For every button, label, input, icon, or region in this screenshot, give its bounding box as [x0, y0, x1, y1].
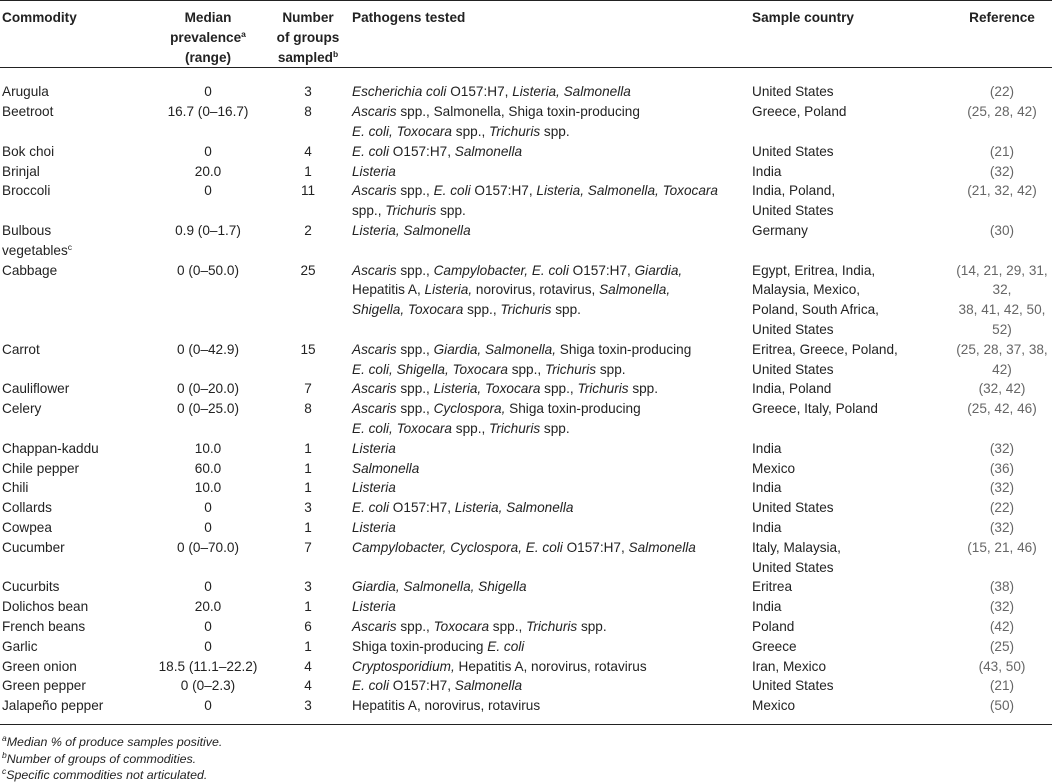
cell-number-of-groups: 6: [304, 618, 312, 634]
cell-median-prevalence: 0 (0–20.0): [177, 381, 239, 397]
footnote: $^b$Number of groups of commodities.: [2, 749, 197, 766]
cell-sample-country: India: [752, 599, 782, 615]
cell-number-of-groups: 2: [304, 222, 312, 238]
table-row: [0, 68, 1052, 102]
cell-reference: (25, 28, 37, 38, 42): [956, 341, 1048, 377]
cell-median-prevalence: 0: [204, 84, 212, 100]
cell-commodity: Cabbage: [2, 262, 58, 278]
cell-number-of-groups: 4: [304, 678, 312, 694]
cell-reference: (32): [989, 440, 1015, 456]
cell-median-prevalence: 60.0: [194, 460, 222, 476]
cell-commodity: Cowpea: [2, 519, 52, 535]
cell-number-of-groups: 15: [300, 341, 316, 357]
cell-reference: (32): [989, 163, 1015, 179]
cell-sample-country: Mexico: [752, 698, 796, 714]
table-row: [0, 340, 1052, 380]
cell-median-prevalence: 0: [204, 500, 212, 516]
cell-commodity: Chile pepper: [2, 460, 80, 476]
cell-reference: (43, 50): [978, 658, 1026, 674]
cell-median-prevalence: 16.7 (0–16.7): [167, 104, 249, 120]
cell-median-prevalence: 0: [204, 519, 212, 535]
cell-sample-country: Egypt, Eritrea, India, Malaysia, Mexico, Poland, South Africa, United States: [752, 262, 879, 337]
table-row: [0, 142, 1052, 162]
cell-reference: (14, 21, 29, 31, 32, 38, 41, 42, 50, 52): [956, 262, 1048, 337]
cell-reference: (32): [989, 480, 1015, 496]
table-row: [0, 696, 1052, 724]
table-row: [0, 439, 1052, 459]
cell-commodity: Carrot: [2, 341, 40, 357]
cell-pathogens: E. coli O157:H7, Salmonella: [352, 143, 523, 159]
cell-commodity: Cucumber: [2, 539, 65, 555]
cell-sample-country: India, Poland: [752, 381, 832, 397]
table-row: [0, 637, 1052, 657]
cell-commodity: Arugula: [2, 84, 49, 100]
cell-reference: (30): [989, 222, 1015, 238]
footnote-mark: c: [2, 766, 7, 777]
cell-median-prevalence: 0 (0–50.0): [177, 262, 239, 278]
cell-pathogens: Ascaris spp., Giardia, Salmonella, Shiga toxin-producing E. coli, Shigella, Toxocara spp., Trichuris spp.: [352, 341, 692, 377]
cell-median-prevalence: 10.0: [194, 440, 222, 456]
cell-reference: (22): [989, 84, 1015, 100]
cell-pathogens: Shiga toxin-producing E. coli: [352, 638, 525, 654]
footnote-mark: b: [332, 48, 339, 59]
table-row: [0, 676, 1052, 696]
cell-number-of-groups: 7: [304, 539, 312, 555]
header-reference: Reference: [969, 10, 1035, 25]
cell-pathogens: Cryptosporidium, Hepatitis A, norovirus, rotavirus: [352, 658, 647, 674]
cell-sample-country: Greece: [752, 638, 797, 654]
cell-pathogens: Giardia, Salmonella, Shigella: [352, 579, 527, 595]
cell-pathogens: Ascaris spp., Toxocara spp., Trichuris spp.: [352, 618, 607, 634]
cell-sample-country: Italy, Malaysia, United States: [752, 539, 841, 575]
cell-sample-country: India: [752, 480, 782, 496]
table-row: [0, 478, 1052, 498]
cell-sample-country: India: [752, 440, 782, 456]
cell-pathogens: Listeria: [352, 163, 396, 179]
cell-pathogens: Ascaris spp., E. coli O157:H7, Listeria, Salmonella, Toxocara spp., Trichuris spp.: [352, 183, 718, 219]
cell-number-of-groups: 4: [304, 658, 312, 674]
cell-median-prevalence: 0: [204, 579, 212, 595]
cell-commodity: Collards: [2, 500, 52, 516]
cell-reference: (15, 21, 46): [967, 539, 1037, 555]
cell-commodity: Chili: [2, 480, 29, 496]
cell-commodity: Green onion: [2, 658, 77, 674]
cell-sample-country: India: [752, 519, 782, 535]
footnote: $^c$Specific commodities not articulated.: [2, 766, 208, 783]
table-row: [0, 597, 1052, 617]
cell-number-of-groups: 25: [300, 262, 316, 278]
table-row: [0, 617, 1052, 637]
cell-median-prevalence: 18.5 (11.1–22.2): [158, 658, 258, 674]
cell-median-prevalence: 0: [204, 618, 212, 634]
header-pathogens: Pathogens tested: [352, 10, 466, 25]
cell-commodity: Garlic: [2, 638, 38, 654]
cell-number-of-groups: 8: [304, 104, 312, 120]
cell-reference: (38): [989, 579, 1015, 595]
cell-median-prevalence: 0 (0–42.9): [177, 341, 239, 357]
table-row: [0, 379, 1052, 399]
table-row: [0, 538, 1052, 578]
cell-sample-country: Iran, Mexico: [752, 658, 827, 674]
cell-commodity: Brinjal: [2, 163, 40, 179]
cell-reference: (25, 28, 42): [967, 104, 1037, 120]
table-row: [0, 102, 1052, 142]
cell-reference: (21, 32, 42): [967, 183, 1037, 199]
cell-reference: (50): [989, 698, 1015, 714]
footnote-mark: c: [67, 241, 73, 252]
cell-commodity: French beans: [2, 618, 86, 634]
table-row: [0, 498, 1052, 518]
cell-sample-country: Eritrea: [752, 579, 793, 595]
cell-number-of-groups: 3: [304, 84, 312, 100]
cell-commodity: Celery: [2, 401, 42, 417]
cell-pathogens: Listeria, Salmonella: [352, 222, 471, 238]
cell-median-prevalence: 0 (0–70.0): [177, 539, 239, 555]
table-row: [0, 657, 1052, 677]
cell-median-prevalence: 20.0: [194, 163, 222, 179]
cell-sample-country: Greece, Poland: [752, 104, 847, 120]
cell-commodity: Dolichos bean: [2, 599, 89, 615]
cell-median-prevalence: 0: [204, 698, 212, 714]
cell-number-of-groups: 3: [304, 500, 312, 516]
cell-median-prevalence: 0: [204, 143, 212, 159]
header-commodity: Commodity: [2, 10, 77, 25]
footnote-mark: a: [241, 28, 246, 39]
table-row: [0, 221, 1052, 261]
cell-sample-country: Greece, Italy, Poland: [752, 401, 878, 417]
cell-commodity: Cucurbits: [2, 579, 60, 595]
header-number-of-groups: Number of groups sampled$^b$: [276, 10, 340, 65]
cell-pathogens: Ascaris spp., Cyclospora, Shiga toxin-producing E. coli, Toxocara spp., Trichuris spp.: [352, 401, 641, 436]
cell-commodity: Beetroot: [2, 104, 54, 120]
cell-number-of-groups: 1: [304, 163, 312, 179]
cell-pathogens: Ascaris spp., Listeria, Toxocara spp., Trichuris spp.: [352, 381, 659, 397]
cell-number-of-groups: 3: [304, 579, 312, 595]
cell-pathogens: Listeria: [352, 480, 396, 496]
cell-pathogens: Ascaris spp., Salmonella, Shiga toxin-producing E. coli, Toxocara spp., Trichuris spp.: [352, 104, 640, 139]
cell-pathogens: Ascaris spp., Campylobacter, E. coli O157:H7, Giardia, Hepatitis A, Listeria, norovirus, rotavirus, Salmonella, Shigella, Toxocara spp., Trichuris spp.: [352, 262, 683, 318]
table-body: [0, 68, 1052, 725]
cell-reference: (36): [989, 460, 1015, 476]
cell-reference: (42): [989, 618, 1015, 634]
cell-reference: (32): [989, 599, 1015, 615]
cell-sample-country: Eritrea, Greece, Poland, United States: [752, 341, 898, 377]
cell-sample-country: United States: [752, 678, 834, 694]
cell-pathogens: Hepatitis A, norovirus, rotavirus: [352, 698, 541, 714]
cell-commodity: Broccoli: [2, 183, 51, 199]
table-row: [0, 181, 1052, 221]
cell-sample-country: Germany: [752, 222, 808, 238]
cell-number-of-groups: 8: [304, 401, 312, 417]
cell-pathogens: E. coli O157:H7, Listeria, Salmonella: [352, 500, 574, 516]
cell-sample-country: Mexico: [752, 460, 796, 476]
cell-number-of-groups: 1: [304, 480, 312, 496]
table-row: [0, 399, 1052, 439]
cell-sample-country: Poland: [752, 618, 795, 634]
header-sample-country: Sample country: [752, 10, 854, 25]
table-row: [0, 518, 1052, 538]
cell-number-of-groups: 7: [304, 381, 312, 397]
cell-reference: (25): [989, 638, 1015, 654]
cell-median-prevalence: 0: [204, 638, 212, 654]
table-row: [0, 577, 1052, 597]
cell-pathogens: E. coli O157:H7, Salmonella: [352, 678, 523, 694]
cell-pathogens: Listeria: [352, 599, 396, 615]
cell-reference: (21): [989, 143, 1015, 159]
cell-commodity: Cauliflower: [2, 381, 70, 397]
cell-median-prevalence: 0 (0–2.3): [180, 678, 236, 694]
cell-pathogens: Salmonella: [352, 460, 420, 476]
cell-commodity: Bulbous vegetables$^c$: [2, 222, 73, 258]
cell-sample-country: India, Poland, United States: [752, 183, 836, 219]
cell-number-of-groups: 1: [304, 599, 312, 615]
cell-median-prevalence: 10.0: [194, 480, 222, 496]
cell-number-of-groups: 1: [304, 460, 312, 476]
table-row: [0, 261, 1052, 340]
cell-pathogens: Escherichia coli O157:H7, Listeria, Salmonella: [352, 84, 631, 100]
cell-reference: (25, 42, 46): [967, 401, 1037, 417]
cell-pathogens: Listeria: [352, 440, 396, 456]
header-median-prevalence: Median prevalence$^a$ (range): [170, 10, 246, 65]
cell-median-prevalence: 0: [204, 183, 212, 199]
cell-number-of-groups: 1: [304, 638, 312, 654]
table-row: [0, 459, 1052, 479]
cell-sample-country: United States: [752, 143, 834, 159]
header-row: [0, 1, 1052, 68]
cell-median-prevalence: 0.9 (0–1.7): [175, 222, 241, 238]
cell-reference: (32): [989, 519, 1015, 535]
footnote-mark: b: [2, 749, 7, 760]
cell-median-prevalence: 20.0: [194, 599, 222, 615]
cell-median-prevalence: 0 (0–25.0): [177, 401, 239, 417]
cell-commodity: Chappan-kaddu: [2, 440, 99, 456]
cell-number-of-groups: 1: [304, 519, 312, 535]
cell-commodity: Jalapeño pepper: [2, 698, 104, 714]
footnotes: [2, 734, 222, 784]
cell-reference: (22): [989, 500, 1015, 516]
footnote: $^a$Median % of produce samples positive.: [2, 733, 223, 749]
cell-number-of-groups: 1: [304, 440, 312, 456]
cell-pathogens: Campylobacter, Cyclospora, E. coli O157:H7, Salmonella: [352, 539, 696, 555]
cell-number-of-groups: 4: [304, 143, 312, 159]
cell-sample-country: United States: [752, 84, 834, 100]
cell-number-of-groups: 3: [304, 698, 312, 714]
cell-commodity: Bok choi: [2, 143, 55, 159]
table-row: [0, 162, 1052, 182]
cell-sample-country: United States: [752, 500, 834, 516]
cell-commodity: Green pepper: [2, 678, 86, 694]
cell-pathogens: Listeria: [352, 519, 396, 535]
footnote-mark: a: [2, 733, 7, 743]
cell-sample-country: India: [752, 163, 782, 179]
cell-reference: (32, 42): [978, 381, 1026, 397]
cell-reference: (21): [989, 678, 1015, 694]
cell-number-of-groups: 11: [300, 183, 316, 199]
